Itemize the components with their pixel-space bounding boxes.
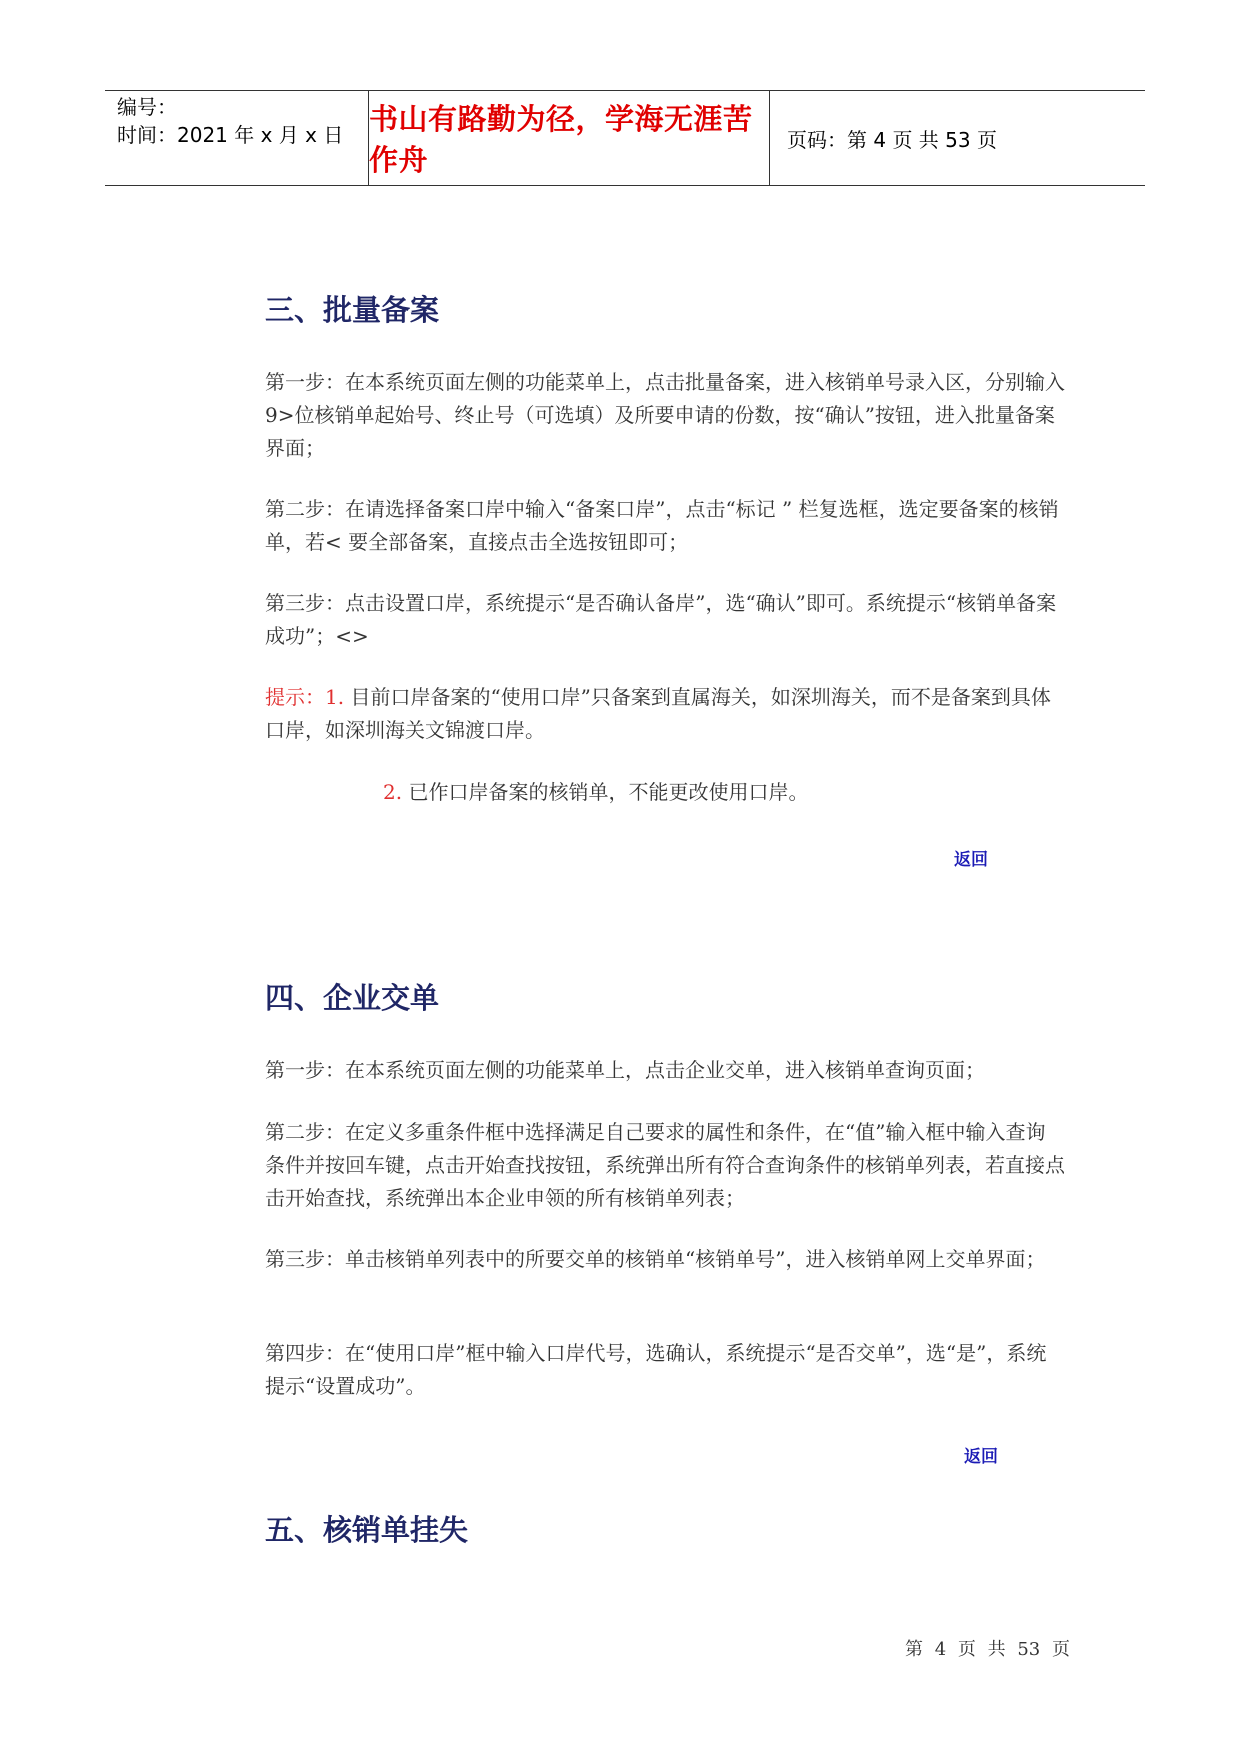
section4-back-link[interactable]: 返回: [964, 1447, 998, 1467]
section3-step1: 第一步：在本系统页面左侧的功能菜单上，点击批量备案，进入核销单号录入区，分别输入 9>位核销单起始号、终止号（可选填）及所要申请的份数，按“确认”按钮，进入批量备案界面；: [265, 370, 1065, 460]
header-time-label: 时间：2021 年 x 月 x 日: [117, 123, 344, 147]
tip-label: 提示：1.: [265, 685, 345, 709]
page-header: [105, 90, 1145, 186]
tip2-number: 2.: [383, 780, 403, 804]
header-number-label: 编号：: [117, 95, 177, 119]
section3-step3: 第三步：点击设置口岸，系统提示“是否确认备岸”，选“确认”即可。系统提示“核销单备案成功”；<>: [265, 591, 1057, 648]
header-motto: 书山有路勤为径，学海无涯苦作舟: [368, 91, 770, 185]
section4-step2: 第二步：在定义多重条件框中选择满足自己要求的属性和条件，在“值”输入框中输入查询条件并按回车键，点击开始查找按钮，系统弹出所有符合查询条件的核销单列表，若直接点击开始查找，系统弹出本企业申领的所有核销单列表；: [265, 1120, 1065, 1210]
section4-step1: 第一步：在本系统页面左侧的功能菜单上，点击企业交单，进入核销单查询页面；: [265, 1058, 985, 1082]
section4-title: 四、企业交单: [265, 981, 440, 1015]
header-page-info: 页码：第 4 页 共 53 页: [787, 127, 997, 152]
section3-tip: [265, 681, 1065, 747]
section3-title: 三、批量备案: [265, 293, 440, 327]
header-meta: [117, 93, 367, 149]
section4-step3: 第三步：单击核销单列表中的所要交单的核销单“核销单号”，进入核销单网上交单界面；: [265, 1247, 1046, 1271]
section3-step2: 第二步：在请选择备案口岸中输入“备案口岸”，点击“标记 ” 栏复选框，选定要备案的核销单，若< 要全部备案，直接点击全选按钮即可；: [265, 497, 1059, 554]
section5-title: 五、核销单挂失: [265, 1513, 469, 1547]
page-footer: 第 4 页 共 53 页: [905, 1639, 1070, 1660]
section4-step4: 第四步：在“使用口岸”框中输入口岸代号，选确认，系统提示“是否交单”，选“是”，系统提示“设置成功”。: [265, 1341, 1047, 1398]
section3-tip2: [383, 776, 1083, 809]
tip1-text: 目前口岸备案的“使用口岸”只备案到直属海关，如深圳海关，而不是备案到具体口岸，如深圳海关文锦渡口岸。: [265, 685, 1051, 742]
tip2-text: 已作口岸备案的核销单，不能更改使用口岸。: [402, 780, 809, 804]
section3-back-link[interactable]: 返回: [954, 850, 988, 870]
